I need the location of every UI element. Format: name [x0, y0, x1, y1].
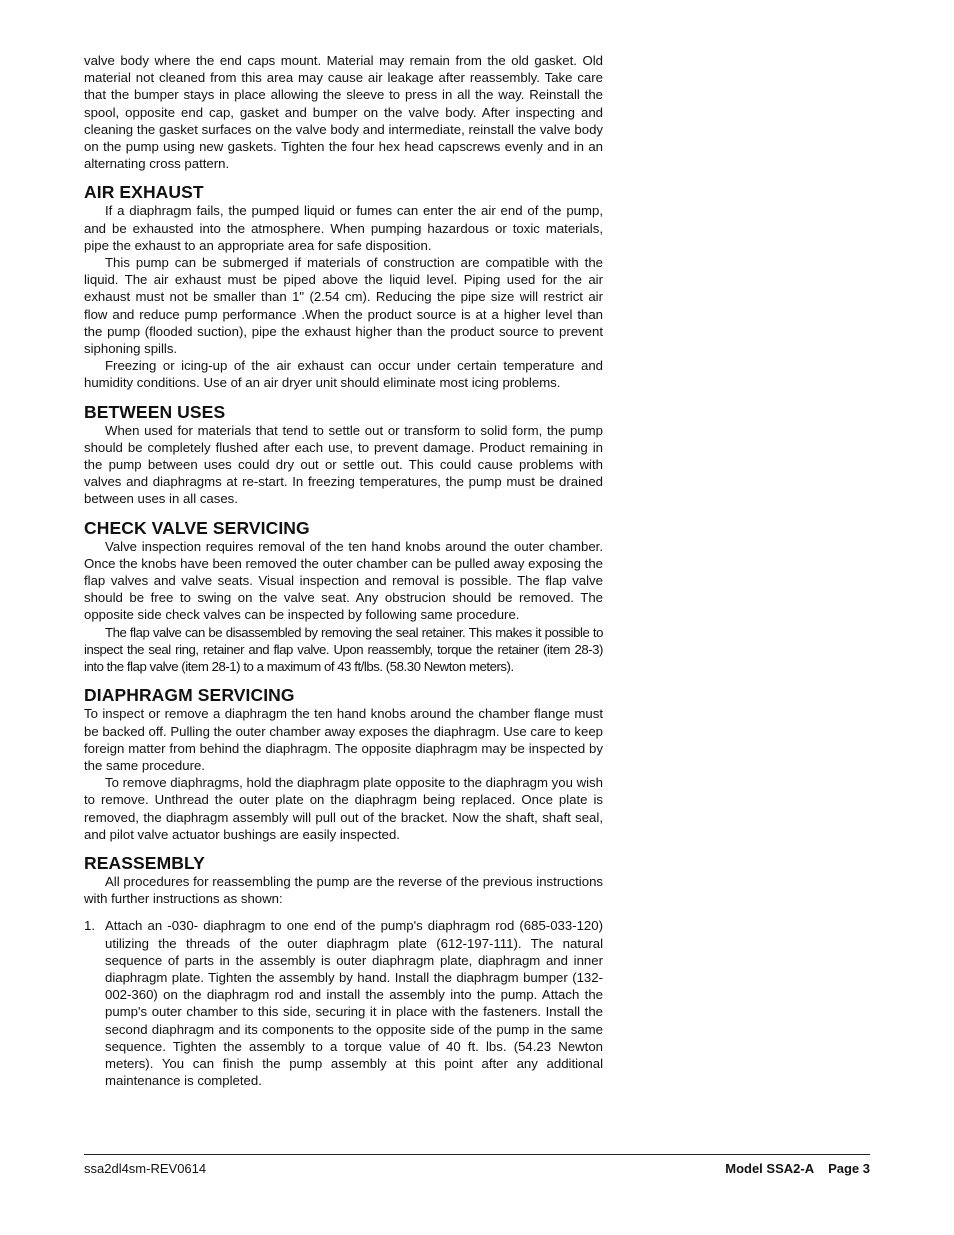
- check-valve-paragraph-2: The flap valve can be disassembled by removing the seal retainer. This makes it possible to inspect the seal ring, retainer and flap valve. Upon reassembly, torque the retainer (item 28-3) into the flap valve (item 28-1) to a maximum of 43 ft/lbs. (58.30 Newton meters).: [84, 624, 603, 675]
- check-valve-heading: CHECK VALVE SERVICING: [84, 517, 310, 538]
- footer-divider: [84, 1154, 870, 1155]
- list-item-text: Attach an -030- diaphragm to one end of the pump's diaphragm rod (685-033-120) utilizing the threads of the outer diaphragm plate (612-197-111). The natural sequence of parts in the assembly is outer diaphragm plate, diaphragm and inner diaphragm plate. Tighten the assembly by hand. Install the diaphragm bumper (132-002-360) on the diaphragm rod and install the assembly into the pump. Attach the pump's outer chamber to this side, securing it in place with the fasteners. Install the second diaphragm and its components to the opposite side of the pump in the same sequence. Tighten the assembly to a torque value of 40 ft. lbs. (54.23 Newton meters). You can finish the pump assembly at this point after any additional maintenance is completed.: [105, 918, 603, 1089]
- list-item-number: 1.: [84, 918, 95, 934]
- diaphragm-heading: DIAPHRAGM SERVICING: [84, 685, 295, 706]
- diaphragm-paragraph-1: To inspect or remove a diaphragm the ten hand knobs around the chamber flange must be backed off. Pulling the outer chamber away exposes the diaphragm. Use care to keep foreign matter from behind the diaphragm. The opposite diaphragm may be inspected by the same procedure.: [84, 706, 603, 773]
- footer-page-info: [725, 1161, 870, 1176]
- air-exhaust-heading: AIR EXHAUST: [84, 182, 204, 203]
- footer-doc-code: ssa2dl4sm-REV0614: [84, 1161, 207, 1176]
- air-exhaust-paragraph-2: This pump can be submerged if materials of construction are compatible with the liquid. The air exhaust must be piped above the liquid level. Piping used for the air exhaust must not be smaller than 1" (2.54 cm). Reducing the pipe size will restrict air flow and reduce pump performance .When the product source is at a higher level than the pump (flooded suction), pipe the exhaust higher than the product source to prevent siphoning spills.: [84, 255, 603, 357]
- between-uses-paragraph: When used for materials that tend to settle out or transform to solid form, the pump should be completely flushed after each use, to prevent damage. Product remaining in the pump between uses could dry out or settle out. This could cause problems with valves and diaphragms at re-start. In freezing temperatures, the pump must be drained between uses in all cases.: [84, 422, 603, 507]
- footer-page-number: Page 3: [828, 1161, 870, 1176]
- diaphragm-paragraph-2: To remove diaphragms, hold the diaphragm plate opposite to the diaphragm you wish to remove. Unthread the outer plate on the diaphragm being replaced. Once plate is removed, the diaphragm assembly will pull out of the bracket. Now the shaft, shaft seal, and pilot valve actuator bushings are easily inspected.: [84, 775, 603, 842]
- between-uses-heading: BETWEEN USES: [84, 401, 226, 422]
- check-valve-paragraph-1: Valve inspection requires removal of the ten hand knobs around the outer chamber. Once the knobs have been removed the outer chamber can be pulled away exposing the flap valves and valve seats. Visual inspection and removal is possible. The flap valve should be free to swing on the valve seat. Any obstrucion should be removed. The opposite side check valves can be inspected by following same procedure.: [84, 538, 603, 623]
- main-column: [84, 52, 603, 1089]
- intro-paragraph: valve body where the end caps mount. Material may remain from the old gasket. Old material not cleaned from this area may cause air leakage after reassembly. Take care that the bumper stays in place allowing the sleeve to press in all the way. Reinstall the spool, opposite end cap, gasket and bumper on the valve body. After inspecting and cleaning the gasket surfaces on the valve body and intermediate, reinstall the valve body on the pump using new gaskets. Tighten the four hex head capscrews evenly and in an alternating cross pattern.: [84, 53, 603, 172]
- air-exhaust-paragraph-3: Freezing or icing-up of the air exhaust can occur under certain temperature and humidity conditions. Use of an air dryer unit should eliminate most icing problems.: [84, 358, 603, 391]
- reassembly-list-item: [84, 917, 603, 1089]
- reassembly-heading: REASSEMBLY: [84, 852, 205, 873]
- footer-model: Model SSA2-A: [725, 1161, 815, 1176]
- air-exhaust-paragraph-1: If a diaphragm fails, the pumped liquid or fumes can enter the air end of the pump, and be exhausted into the atmosphere. When pumping hazardous or toxic materials, pipe the exhaust to an appropriate area for safe disposition.: [84, 203, 603, 253]
- reassembly-paragraph: All procedures for reassembling the pump are the reverse of the previous instructions with further instructions as shown:: [84, 873, 603, 907]
